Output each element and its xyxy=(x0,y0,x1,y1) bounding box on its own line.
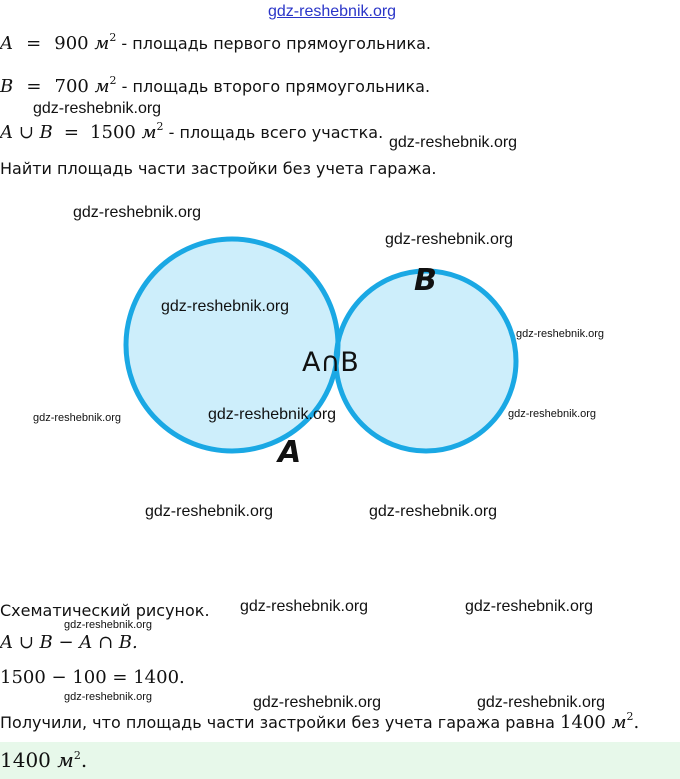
symbol-b: B xyxy=(0,76,14,97)
desc-b: - площадь второго прямоугольника. xyxy=(121,77,431,96)
conclusion-text: Получили, что площадь части застройки без учета гаража равна xyxy=(0,713,555,732)
watermark: gdz-reshebnik.org xyxy=(73,204,202,221)
label-intersection: A∩B xyxy=(302,347,359,378)
equals-sign: = xyxy=(63,122,79,143)
watermark: gdz-reshebnik.org xyxy=(64,619,153,631)
answer-bar xyxy=(0,742,680,779)
formula-line: A ∪ B − A ∩ B. xyxy=(0,632,138,653)
value-b: 700 $м^2$ xyxy=(54,74,117,97)
desc-a: - площадь первого прямоугольника. xyxy=(121,34,431,53)
watermark: gdz-reshebnik.org xyxy=(465,598,594,615)
watermark-top[interactable]: gdz-reshebnik.org xyxy=(268,3,397,20)
watermark: gdz-reshebnik.org xyxy=(477,694,606,711)
watermark: gdz-reshebnik.org xyxy=(508,408,597,420)
watermark: gdz-reshebnik.org xyxy=(33,100,162,117)
watermark: gdz-reshebnik.org xyxy=(253,694,382,711)
watermark: gdz-reshebnik.org xyxy=(516,328,605,340)
task-text: Найти площадь части застройки без учета гаража. xyxy=(0,159,437,178)
watermark: gdz-reshebnik.org xyxy=(33,412,122,424)
equals-sign: = xyxy=(26,76,42,97)
calc-line: 1500 − 100 = 1400. xyxy=(0,667,185,688)
value-union: 1500 $м^2$ xyxy=(90,120,164,143)
watermark: gdz-reshebnik.org xyxy=(369,503,498,520)
label-a: A xyxy=(278,435,302,470)
desc-union: - площадь всего участка. xyxy=(168,123,384,142)
watermark: gdz-reshebnik.org xyxy=(161,298,290,315)
union-expr: A ∪ B xyxy=(0,122,53,143)
symbol-a: A xyxy=(0,33,13,54)
equals-sign: = xyxy=(26,33,42,54)
watermark: gdz-reshebnik.org xyxy=(385,231,514,248)
conclusion-line xyxy=(0,712,639,733)
label-b: B xyxy=(414,263,437,298)
watermark: gdz-reshebnik.org xyxy=(389,134,518,151)
answer-line: 1400 $м^2$. xyxy=(0,748,88,772)
value-a: 900 $м^2$ xyxy=(54,31,117,54)
watermark: gdz-reshebnik.org xyxy=(240,598,369,615)
watermark: gdz-reshebnik.org xyxy=(208,406,337,423)
watermark: gdz-reshebnik.org xyxy=(64,691,153,703)
conclusion-value: 1400 $м^2$. xyxy=(560,710,640,733)
caption-text: Схематический рисунок. xyxy=(0,601,210,620)
watermark: gdz-reshebnik.org xyxy=(145,503,274,520)
